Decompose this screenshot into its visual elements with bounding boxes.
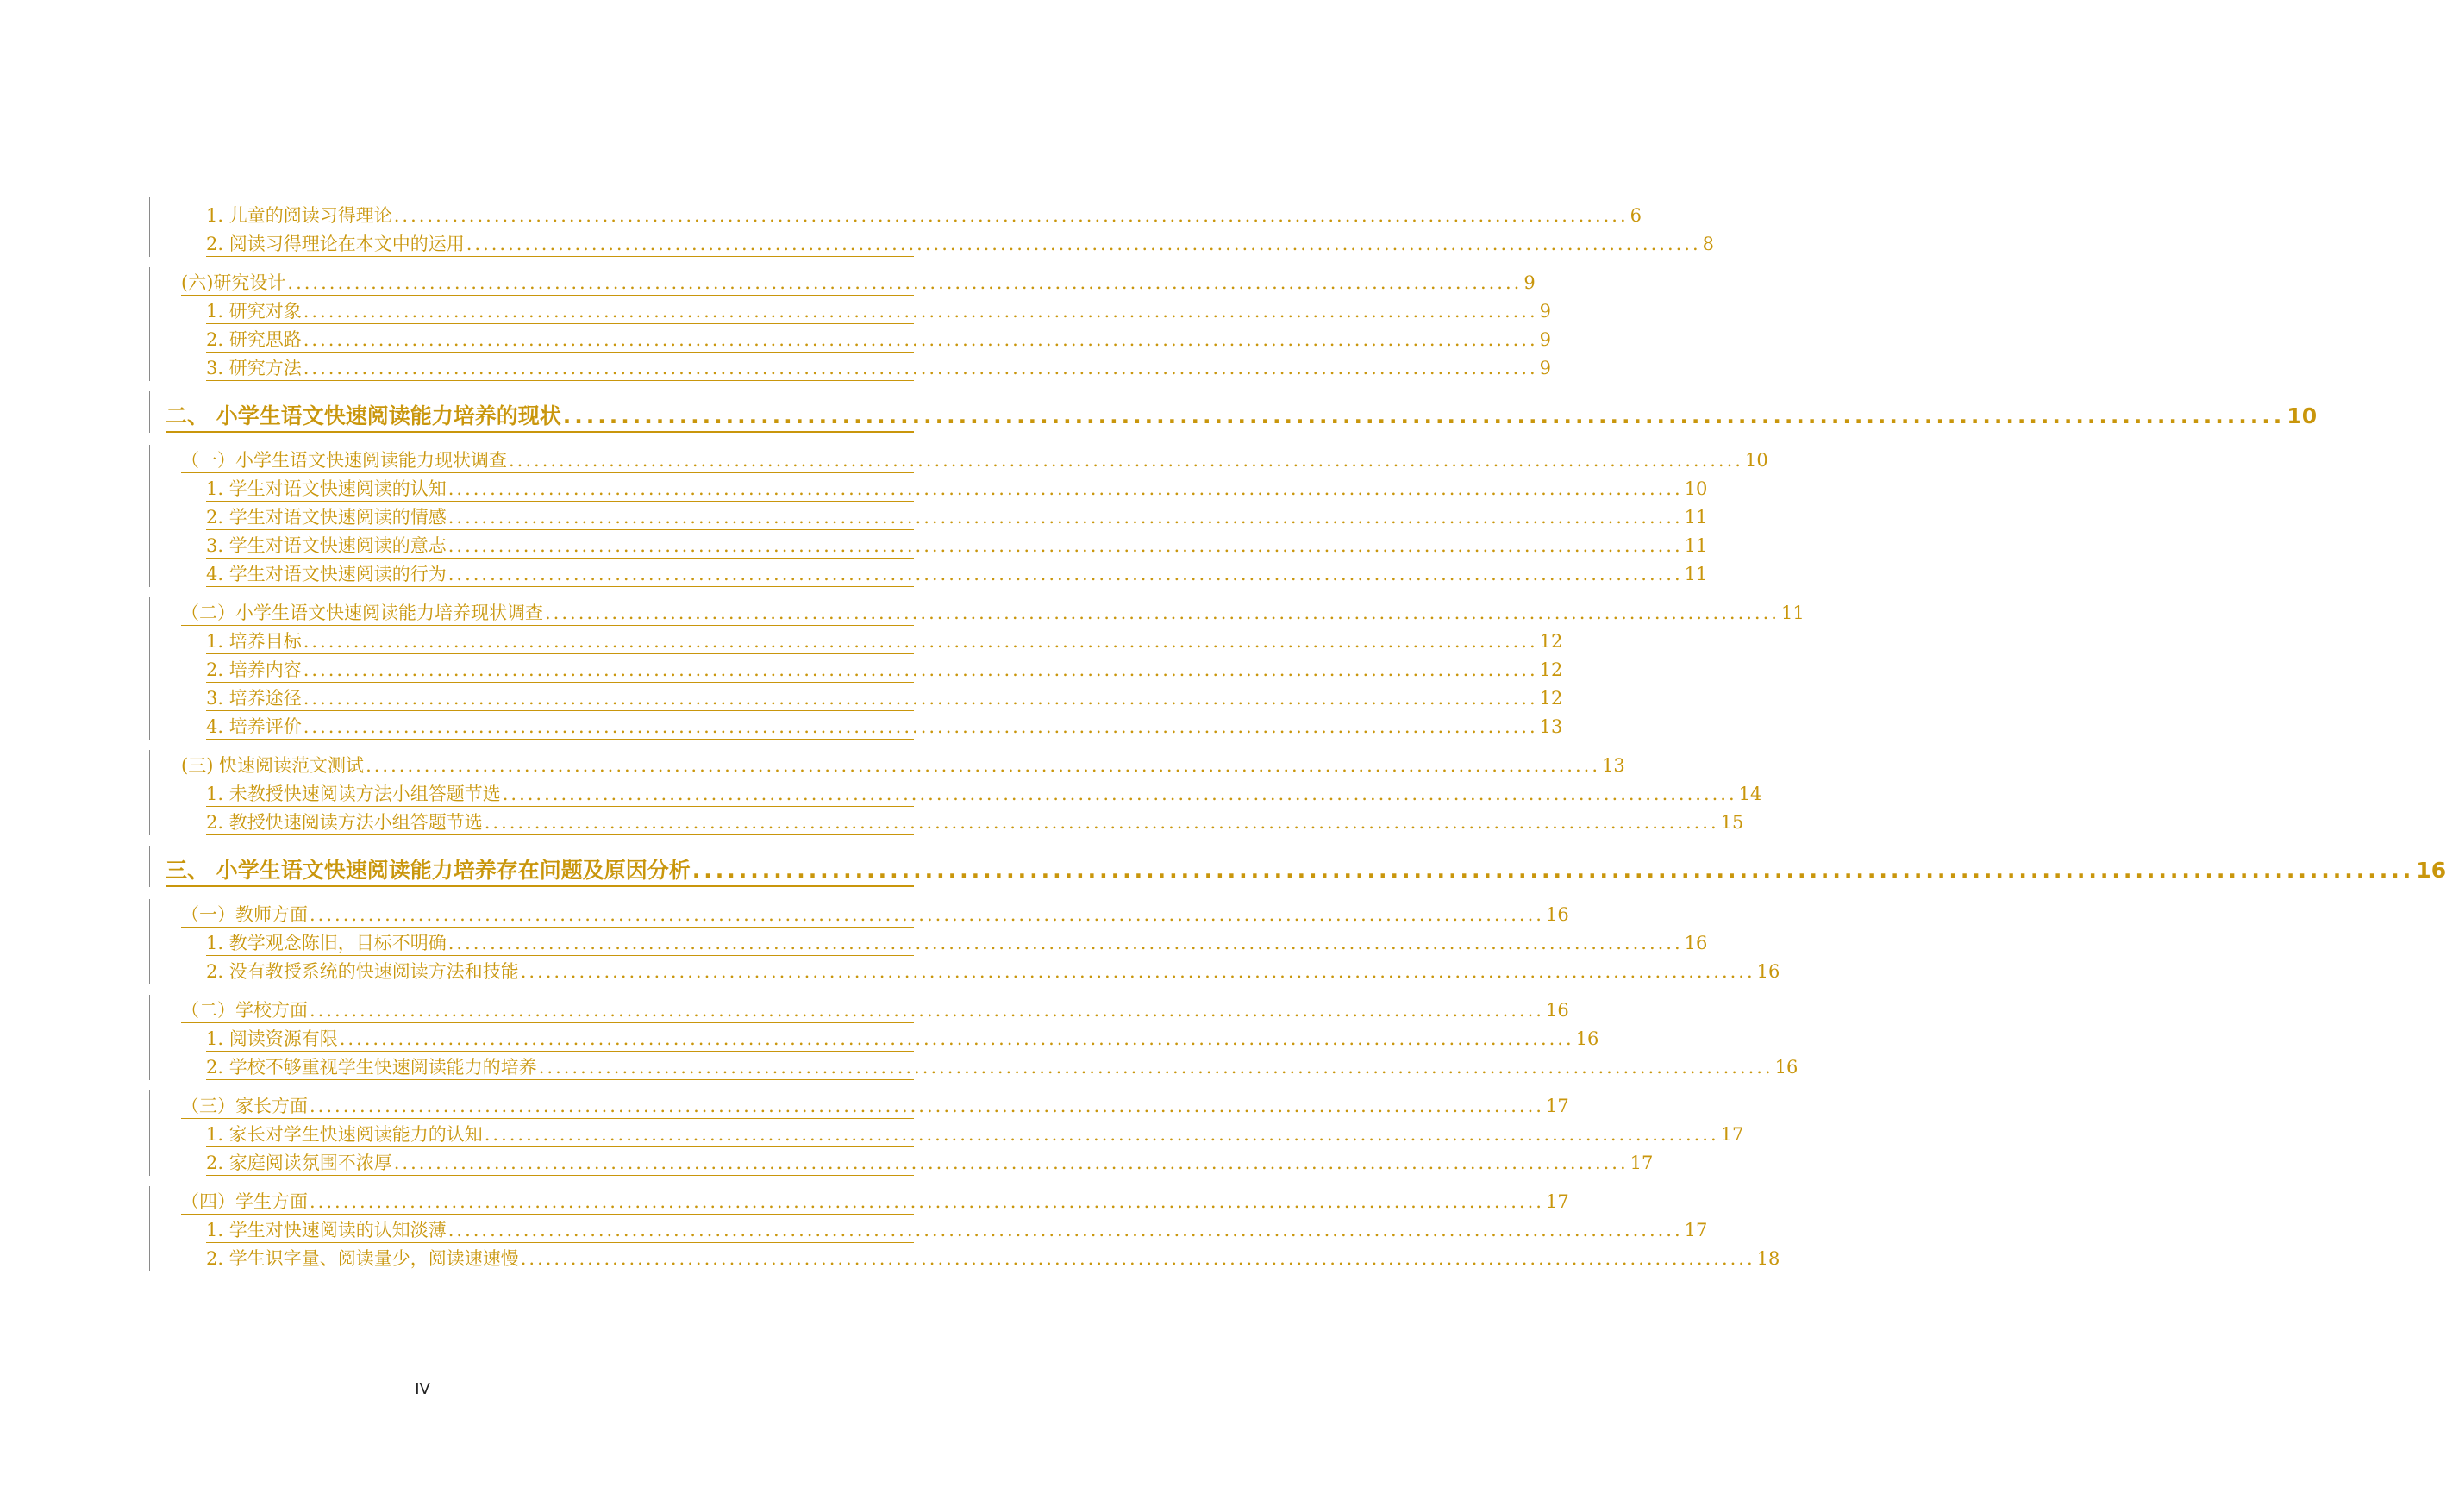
toc-entry-label: 1. 未教授快速阅读方法小组答题节选: [206, 784, 501, 804]
toc-entry-label: 2. 学生对语文快速阅读的情感: [206, 507, 447, 528]
toc-entry[interactable]: [206, 807, 1744, 835]
dot-leader: ....................................................................................................................................................: [447, 478, 1683, 499]
toc-entry-page: 17: [1630, 1153, 1654, 1173]
toc-entry-label: 1. 学生对语文快速阅读的认知: [206, 478, 447, 499]
dot-leader: ....................................................................................................................................................: [520, 961, 1755, 982]
toc-entry[interactable]: [181, 995, 1569, 1023]
toc-entry[interactable]: [206, 1215, 1708, 1243]
toc-group: [149, 899, 1780, 984]
dot-leader: ....................................................................................................................................................: [303, 358, 1538, 378]
dot-leader: ....................................................................................................................................................: [310, 1096, 1544, 1116]
toc-entry-label: 1. 儿童的阅读习得理论: [206, 205, 392, 226]
toc-entry-label: 3. 培养途径: [206, 688, 302, 709]
toc-entry[interactable]: [181, 445, 1768, 473]
toc-entry-page: 14: [1738, 784, 1762, 804]
toc-entry-page: 10: [1684, 478, 1708, 499]
toc-entry-label: (三) 快速阅读范文测试: [181, 755, 365, 776]
toc-entry-page: 12: [1539, 631, 1563, 652]
toc-entry-page: 16: [1545, 1000, 1569, 1021]
dot-leader: ....................................................................................................................................................: [310, 1191, 1544, 1212]
toc-group: [149, 1186, 1780, 1271]
toc-entry[interactable]: [206, 711, 1563, 740]
dot-leader: ....................................................................................................................................................: [303, 688, 1538, 709]
dot-leader: ....................................................................................................................................................: [287, 272, 1523, 293]
toc-entry[interactable]: [206, 200, 1642, 228]
toc-entry-page: 18: [1756, 1248, 1780, 1269]
toc-entry[interactable]: [206, 1023, 1599, 1052]
dot-leader: ....................................................................................................................................................: [545, 603, 1780, 623]
dot-leader: ....................................................................................................................................................: [303, 716, 1538, 737]
toc-entry[interactable]: [206, 654, 1563, 683]
toc-entry-page: 16: [1774, 1057, 1799, 1078]
toc-entry[interactable]: [206, 626, 1563, 654]
toc-entry-page: 13: [1602, 755, 1625, 776]
toc-entry[interactable]: [181, 1090, 1569, 1119]
dot-leader: ....................................................................................................................................................: [310, 1000, 1544, 1021]
dot-leader: ....................................................................................................................................................: [303, 631, 1538, 652]
toc-entry-page: 15: [1720, 812, 1744, 833]
toc-entry-label: 2. 家庭阅读氛围不浓厚: [206, 1153, 392, 1173]
toc-entry-label: 2. 培养内容: [206, 659, 302, 680]
dot-leader: ....................................................................................................................................................: [303, 301, 1538, 322]
dot-leader: ....................................................................................................................................................: [447, 564, 1683, 584]
toc-group: [149, 995, 1799, 1080]
toc-entry-page: 17: [1720, 1124, 1744, 1145]
toc-entry[interactable]: [206, 1243, 1780, 1271]
dot-leader: ....................................................................................................................................................: [520, 1248, 1755, 1269]
toc-entry-label: （四）学生方面: [181, 1191, 308, 1212]
toc-entry[interactable]: [206, 324, 1552, 353]
toc-entry-label: （三）家长方面: [181, 1096, 308, 1116]
dot-leader: ....................................................................................................................................................: [303, 659, 1538, 680]
toc-entry-label: 2. 没有教授系统的快速阅读方法和技能: [206, 961, 519, 982]
dot-leader: ....................................................................................................................................................: [562, 403, 2286, 428]
toc-entry-page: 16: [1545, 904, 1569, 925]
toc-chapter-entry[interactable]: [166, 391, 2318, 433]
toc-entry-label: 1. 阅读资源有限: [206, 1028, 338, 1049]
toc-group: [149, 597, 1805, 740]
toc-chapter-entry[interactable]: [166, 846, 2446, 887]
toc-entry-page: 12: [1539, 659, 1563, 680]
toc-entry-label: 1. 教学观念陈旧，目标不明确: [206, 933, 447, 953]
dot-leader: ....................................................................................................................................................: [447, 507, 1683, 528]
dot-leader: ....................................................................................................................................................: [502, 784, 1737, 804]
toc-entry-label: (六)研究设计: [181, 272, 286, 293]
toc-entry-page: 8: [1702, 234, 1715, 254]
toc-entry-label: 2. 学校不够重视学生快速阅读能力的培养: [206, 1057, 537, 1078]
dot-leader: ....................................................................................................................................................: [393, 1153, 1629, 1173]
toc-entry-page: 17: [1684, 1220, 1708, 1240]
toc-entry[interactable]: [206, 778, 1762, 807]
toc-entry-page: 11: [1780, 603, 1805, 623]
dot-leader: ....................................................................................................................................................: [393, 205, 1629, 226]
dot-leader: ....................................................................................................................................................: [447, 1220, 1683, 1240]
toc-entry-page: 13: [1539, 716, 1563, 737]
toc-entry[interactable]: [181, 750, 1625, 778]
toc-entry-page: 9: [1523, 272, 1536, 293]
toc-entry[interactable]: [206, 473, 1708, 502]
toc-entry[interactable]: [181, 1186, 1569, 1215]
toc-entry-label: （二）小学生语文快速阅读能力培养现状调查: [181, 603, 543, 623]
toc-entry[interactable]: [206, 353, 1552, 381]
toc-chapter-page: 16: [2416, 858, 2446, 883]
toc-entry-page: 12: [1539, 688, 1563, 709]
toc-entry[interactable]: [206, 928, 1708, 956]
dot-leader: ....................................................................................................................................................: [484, 812, 1719, 833]
toc-entry[interactable]: [206, 956, 1780, 984]
toc-entry-label: 3. 研究方法: [206, 358, 302, 378]
toc-entry-page: 9: [1539, 301, 1552, 322]
toc-entry-page: 17: [1545, 1096, 1569, 1116]
dot-leader: ....................................................................................................................................................: [339, 1028, 1574, 1049]
dot-leader: ....................................................................................................................................................: [538, 1057, 1774, 1078]
dot-leader: ....................................................................................................................................................: [691, 858, 2415, 883]
toc-entry[interactable]: [206, 683, 1563, 711]
toc-entry[interactable]: [206, 530, 1708, 559]
toc-entry-label: 4. 学生对语文快速阅读的行为: [206, 564, 447, 584]
toc-entry-label: （一）教师方面: [181, 904, 308, 925]
toc-entry[interactable]: [181, 597, 1805, 626]
toc-entry[interactable]: [206, 1119, 1744, 1147]
table-of-contents: [149, 200, 2446, 1271]
toc-entry-page: 11: [1684, 564, 1708, 584]
dot-leader: ....................................................................................................................................................: [366, 755, 1601, 776]
toc-entry-label: 2. 学生识字量、阅读量少，阅读速速慢: [206, 1248, 519, 1269]
toc-group: [149, 445, 1768, 587]
toc-entry-label: （一）小学生语文快速阅读能力现状调查: [181, 450, 507, 471]
toc-entry-page: 6: [1630, 205, 1642, 226]
toc-chapter-label: 三、 小学生语文快速阅读能力培养存在问题及原因分析: [166, 858, 691, 883]
toc-entry-label: 4. 培养评价: [206, 716, 302, 737]
toc-entry-page: 9: [1539, 329, 1552, 350]
toc-entry[interactable]: [206, 228, 1715, 257]
toc-entry-page: 10: [1744, 450, 1768, 471]
toc-entry-label: 1. 学生对快速阅读的认知淡薄: [206, 1220, 447, 1240]
toc-entry-label: 1. 研究对象: [206, 301, 302, 322]
toc-entry-page: 17: [1545, 1191, 1569, 1212]
dot-leader: ....................................................................................................................................................: [509, 450, 1743, 471]
toc-entry-label: 2. 研究思路: [206, 329, 302, 350]
toc-entry[interactable]: [181, 899, 1569, 928]
toc-entry-label: 1. 家长对学生快速阅读能力的认知: [206, 1124, 483, 1145]
toc-entry-label: （二）学校方面: [181, 1000, 308, 1021]
dot-leader: ....................................................................................................................................................: [447, 535, 1683, 556]
toc-entry-label: 3. 学生对语文快速阅读的意志: [206, 535, 447, 556]
toc-group: [149, 750, 1762, 835]
toc-entry-label: 1. 培养目标: [206, 631, 302, 652]
toc-entry[interactable]: [206, 1052, 1799, 1080]
toc-group: [149, 200, 1715, 257]
toc-chapter-group: [149, 391, 2318, 433]
toc-entry[interactable]: [206, 559, 1708, 587]
toc-entry-page: 9: [1539, 358, 1552, 378]
toc-entry-label: 2. 教授快速阅读方法小组答题节选: [206, 812, 483, 833]
dot-leader: ....................................................................................................................................................: [484, 1124, 1719, 1145]
toc-entry[interactable]: [206, 296, 1552, 324]
toc-group: [149, 267, 1552, 381]
toc-entry-page: 16: [1756, 961, 1780, 982]
toc-chapter-page: 10: [2286, 403, 2318, 428]
dot-leader: ....................................................................................................................................................: [447, 933, 1683, 953]
toc-entry-label: 2. 阅读习得理论在本文中的运用: [206, 234, 465, 254]
dot-leader: ....................................................................................................................................................: [303, 329, 1538, 350]
toc-entry-page: 16: [1684, 933, 1708, 953]
toc-chapter-group: [149, 846, 2446, 887]
dot-leader: ....................................................................................................................................................: [466, 234, 1701, 254]
dot-leader: ....................................................................................................................................................: [310, 904, 1544, 925]
toc-entry-page: 16: [1575, 1028, 1599, 1049]
toc-group: [149, 1090, 1744, 1176]
toc-chapter-label: 二、 小学生语文快速阅读能力培养的现状: [166, 403, 561, 428]
toc-entry[interactable]: [206, 502, 1708, 530]
page-number: IV: [415, 1380, 430, 1398]
toc-entry[interactable]: [206, 1147, 1654, 1176]
toc-entry-page: 11: [1684, 535, 1708, 556]
toc-entry[interactable]: [181, 267, 1536, 296]
toc-entry-page: 11: [1684, 507, 1708, 528]
